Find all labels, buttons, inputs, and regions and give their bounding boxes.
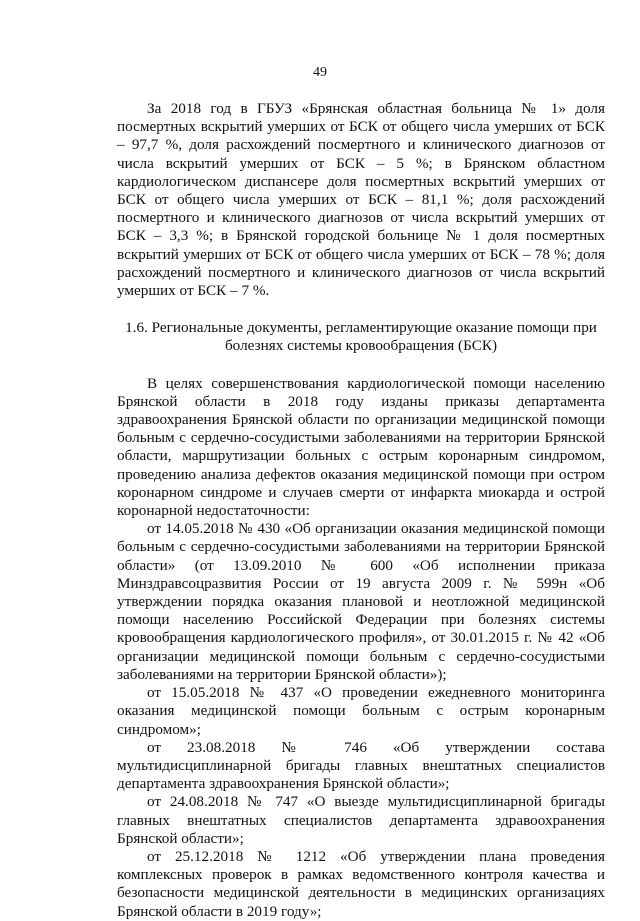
order-item: от 23.08.2018 № 746 «Об утверждении состава мультидисциплинарной бригады главных внештатных специалистов департамента здравоохранения Брянской области»; [117, 738, 605, 793]
order-item: от 15.05.2018 № 437 «О проведении ежедневного мониторинга оказания медицинской помощи больным с острым коронарным синдромом»; [117, 684, 605, 738]
page-number: 49 [313, 65, 327, 80]
order-item: от 25.12.2018 № 1212 «Об утверждении плана проведения комплексных проверок в рамках ведомственного контроля качества и безопасности медицинской деятельности в медицинских организациях Брянской области в 2019 году»; [117, 847, 605, 920]
page-content [117, 100, 605, 921]
order-item: от 14.05.2018 № 430 «Об организации оказания медицинской помощи больным с сердечно-сосудистыми заболеваниями на территории Брянской области» (от 13.09.2010 № 600 «Об исполнении приказа Минздравсоцразвития России от 19 августа 2009 г. № 599н «Об утверждении порядка оказания плановой и неотложной медицинской помощи населению Российской Федерации при болезнях системы кровообращения кардиологического профиля», от 30.01.2015 г. № 42 «Об организации медицинской помощи больным с сердечно-сосудистыми заболеваниями на территории Брянской области»); [117, 520, 605, 683]
orders-list [117, 520, 605, 920]
intro-paragraph: В целях совершенствования кардиологической помощи населению Брянской области в 2018 году изданы приказы департамента здравоохранения Брянской области по организации медицинской помощи больным с сердечно-сосудистыми заболеваниями на территории Брянской области, маршрутизации больных с острым коронарным синдромом, проведению анализа дефектов оказания медицинской помощи при остром коронарном синдроме и случаев смерти от инфаркта миокарда и острой коронарной недостаточности: [117, 374, 605, 520]
section-heading: 1.6. Региональные документы, регламентирующие оказание помощи при болезнях системы кровообращения (БСК) [125, 319, 597, 355]
autopsy-statistics-paragraph: За 2018 год в ГБУЗ «Брянская областная больница № 1» доля посмертных вскрытий умерших от БСК от общего числа умерших от БСК – 97,7 %, доля расхождений посмертного и клинического диагнозов от числа вскрытий умерших от БСК – 5 %; в Брянском областном кардиологическом диспансере доля посмертных вскрытий умерших от БСК от общего числа умерших от БСК – 81,1 %; доля расхождений посмертного и клинического диагнозов от числа вскрытий умерших от БСК – 3,3 %; в Брянской городской больнице № 1 доля посмертных вскрытий умерших от БСК от общего числа умерших от БСК – 78 %; доля расхождений посмертного и клинического диагнозов от числа вскрытий умерших от БСК – 7 %. [117, 100, 605, 300]
order-item: от 24.08.2018 № 747 «О выезде мультидисциплинарной бригады главных внештатных специалистов департамента здравоохранения Брянской области»; [117, 793, 605, 847]
